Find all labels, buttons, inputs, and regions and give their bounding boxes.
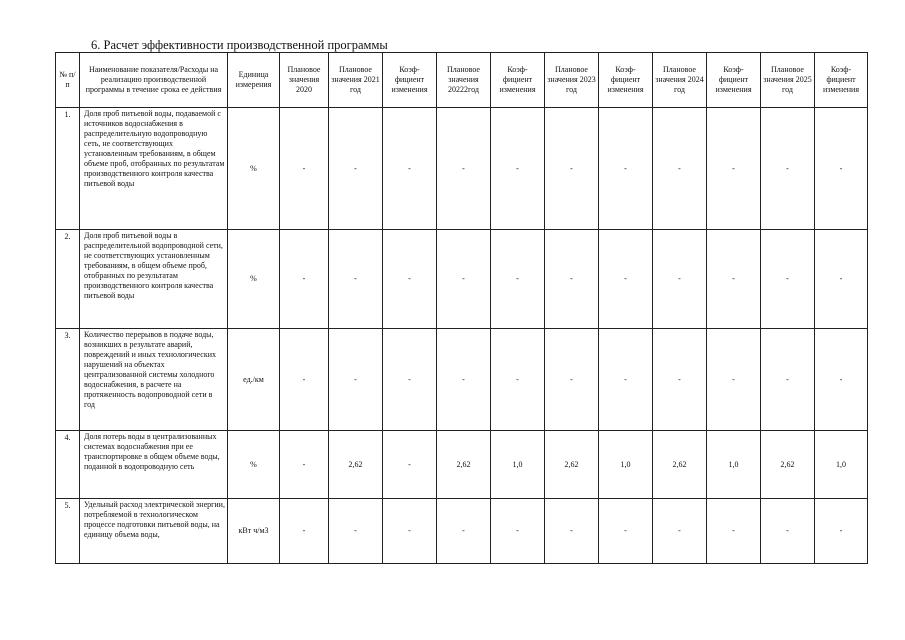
value-cell: 2,62 <box>653 431 707 499</box>
table-row <box>56 329 868 431</box>
row-indicator-name: Количество перерывов в подаче воды, возникших в результате аварий, повреждений и иных технологических нарушений на объектах централизованной системы холодного водоснабжения, в расчете на протяженность водопроводной сети в год <box>80 329 228 431</box>
value-cell: 2,62 <box>545 431 599 499</box>
value-cell: - <box>653 108 707 230</box>
value-cell: - <box>707 329 761 431</box>
header-cell-plan-2023: Плановое значения 2023 год <box>545 53 599 108</box>
value-cell: - <box>707 230 761 329</box>
header-cell-coef-2024: Коэф- фициент изменения <box>707 53 761 108</box>
value-cell: - <box>653 329 707 431</box>
value-cell: - <box>491 108 545 230</box>
value-cell: - <box>545 230 599 329</box>
value-cell: - <box>491 499 545 564</box>
value-cell: - <box>437 108 491 230</box>
value-cell: - <box>815 329 868 431</box>
efficiency-table <box>55 52 868 564</box>
table-row <box>56 230 868 329</box>
row-unit: кВт ч/м3 <box>228 499 280 564</box>
header-cell-coef-2023: Коэф- фициент изменения <box>599 53 653 108</box>
value-cell: - <box>761 230 815 329</box>
header-cell-unit: Единица измерения <box>228 53 280 108</box>
value-cell: - <box>599 329 653 431</box>
value-cell: - <box>545 329 599 431</box>
value-cell: - <box>653 499 707 564</box>
value-cell: - <box>280 499 329 564</box>
value-cell: - <box>383 499 437 564</box>
header-cell-plan-2021: Плановое значения 2021 год <box>329 53 383 108</box>
value-cell: - <box>599 499 653 564</box>
row-indicator-name: Удельный расход электрической энергии, потребляемой в технологическом процессе подготовки питьевой воды, на единицу объема воды, <box>80 499 228 564</box>
value-cell: - <box>761 499 815 564</box>
row-number: 5. <box>56 499 80 564</box>
row-number: 1. <box>56 108 80 230</box>
value-cell: - <box>280 431 329 499</box>
value-cell: - <box>545 108 599 230</box>
row-unit: % <box>228 431 280 499</box>
row-indicator-name: Доля проб питьевой воды в распределительной водопроводной сети, не соответствующих установленным требованиям, в общем объеме проб, отобранных по результатам производственного контроля качества питьевой воды <box>80 230 228 329</box>
row-number: 3. <box>56 329 80 431</box>
value-cell: - <box>707 499 761 564</box>
value-cell: - <box>761 329 815 431</box>
value-cell: 2,62 <box>437 431 491 499</box>
header-cell-plan-2022: Плановое значения 20222год <box>437 53 491 108</box>
value-cell: - <box>383 230 437 329</box>
row-number: 2. <box>56 230 80 329</box>
value-cell: - <box>491 230 545 329</box>
header-cell-plan-2024: Плановое значения 2024 год <box>653 53 707 108</box>
value-cell: - <box>437 329 491 431</box>
value-cell: - <box>329 329 383 431</box>
row-unit: ед./км <box>228 329 280 431</box>
value-cell: - <box>545 499 599 564</box>
table-row <box>56 431 868 499</box>
value-cell: - <box>599 230 653 329</box>
value-cell: 1,0 <box>815 431 868 499</box>
value-cell: - <box>383 329 437 431</box>
row-indicator-name: Доля потерь воды в централизованных системах водоснабжения при ее транспортировке в общем объеме воды, поданной в водопроводную сеть <box>80 431 228 499</box>
row-number: 4. <box>56 431 80 499</box>
value-cell: 1,0 <box>491 431 545 499</box>
row-unit: % <box>228 230 280 329</box>
header-cell-coef-2025: Коэф- фициент изменения <box>815 53 868 108</box>
value-cell: - <box>329 108 383 230</box>
value-cell: - <box>815 499 868 564</box>
table-row <box>56 108 868 230</box>
value-cell: - <box>280 108 329 230</box>
value-cell: - <box>491 329 545 431</box>
header-cell-plan-2025: Плановое значения 2025 год <box>761 53 815 108</box>
value-cell: - <box>437 499 491 564</box>
value-cell: - <box>383 431 437 499</box>
value-cell: - <box>815 230 868 329</box>
value-cell: - <box>329 230 383 329</box>
value-cell: - <box>280 329 329 431</box>
value-cell: - <box>437 230 491 329</box>
table-header-row <box>56 53 868 108</box>
value-cell: 2,62 <box>329 431 383 499</box>
row-indicator-name: Доля проб питьевой воды, подаваемой с источников водоснабжения в распределительную водопроводную сеть, не соответствующих установленным требованиям, в общем объеме проб, отобранных по результатам производственного контроля качества питьевой воды <box>80 108 228 230</box>
value-cell: 1,0 <box>707 431 761 499</box>
header-cell-coef-2021: Коэф- фициент изменения <box>383 53 437 108</box>
row-unit: % <box>228 108 280 230</box>
value-cell: 2,62 <box>761 431 815 499</box>
header-cell-coef-2022: Коэф- фициент изменения <box>491 53 545 108</box>
value-cell: 1,0 <box>599 431 653 499</box>
value-cell: - <box>653 230 707 329</box>
header-cell-indicator-name: Наименование показателя/Расходы на реализацию производственной программы в течение срока ее действия <box>80 53 228 108</box>
value-cell: - <box>707 108 761 230</box>
header-cell-plan-2020: Плановое значения 2020 <box>280 53 329 108</box>
value-cell: - <box>815 108 868 230</box>
table-row <box>56 499 868 564</box>
header-cell-number: № п/п <box>56 53 80 108</box>
value-cell: - <box>599 108 653 230</box>
document-title: 6. Расчет эффективности производственной программы <box>91 38 388 52</box>
value-cell: - <box>329 499 383 564</box>
value-cell: - <box>383 108 437 230</box>
value-cell: - <box>280 230 329 329</box>
value-cell: - <box>761 108 815 230</box>
